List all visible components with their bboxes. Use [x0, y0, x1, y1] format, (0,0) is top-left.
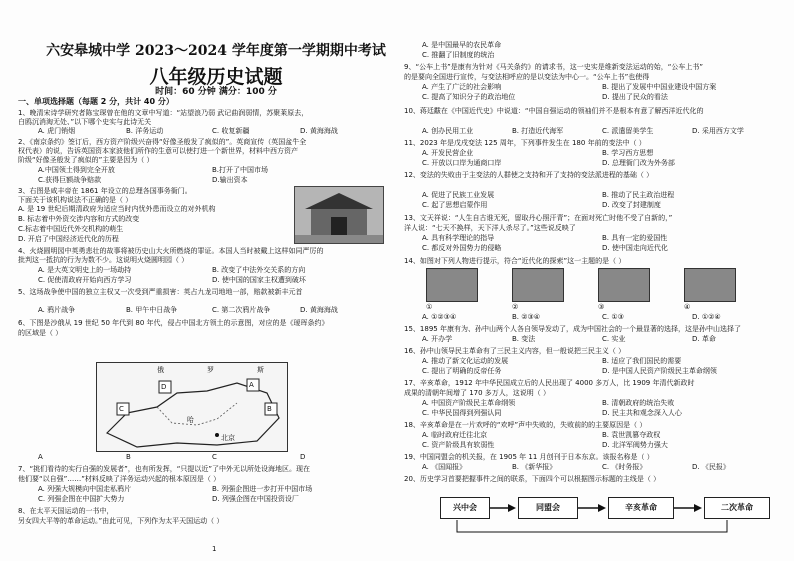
question-13: 13、文天祥说：“人生自古谁无死，留取丹心照汗青”；在面对死亡时他不受了自新的，” — [404, 214, 673, 222]
exam-title: 六安皋城中学 2023～2024 学年度第一学期期中考试 — [46, 43, 386, 59]
option-15c: C. 实业 — [602, 335, 626, 343]
portrait-label-4: ④ — [684, 303, 691, 311]
option-11c: C. 开放以口岸为通商口岸 — [422, 159, 502, 167]
question-18: 18、辛亥革命是在一片欢呼的“欢呼”声中失败的，失败前的的主要原因是（ ） — [404, 421, 647, 429]
option-4d: D. 使中国的国家主权遭到破坏 — [212, 276, 306, 284]
zongli-yamen-photo — [294, 186, 384, 244]
portrait-2 — [512, 268, 564, 302]
option-18d: D. 北洋军阀势力强大 — [602, 441, 668, 449]
portrait-label-1: ① — [426, 303, 433, 311]
option-5c: C. 第二次鸦片战争 — [212, 306, 271, 314]
map-label-e: 俄 — [157, 366, 164, 374]
question-15: 15、1895 年康有为、孙中山两个人各自领导发动了，成为中国社会的一个最显著的选择，这是孙中山选择了 — [404, 325, 741, 333]
option-19d: D. 《民报》 — [692, 463, 730, 471]
question-19: 19、中国同盟会的机关报，在 1905 年 11 月创刊于日本东京。该报名称是（ ） — [404, 453, 654, 461]
question-12: 12、变法的失败由于主变法的人群使之支持和开了支持的变法派进程的基础（ ） — [404, 171, 654, 179]
option-6d: D — [300, 453, 306, 461]
option-13b: B. 具有一定的爱国性 — [602, 234, 668, 242]
option-8c: C. 推翻了旧制度的统治 — [422, 51, 495, 59]
question-1-cont: 白鸥沉消淘无处、”以下哪个史实与此诗无关 — [18, 118, 152, 126]
exam-meta: 时间：60 分钟 满分：100 分 — [155, 87, 277, 97]
option-12d: D. 改变了封建制度 — [602, 201, 661, 209]
option-9d: D. 提出了民众的看法 — [602, 93, 668, 101]
option-11b: B. 学习西方思想 — [602, 149, 654, 157]
question-9: 9、“公车上书”是康有为针对《马关条约》的请求书，这一史实是维新变法运动的始，“公车上书” — [404, 63, 703, 71]
map-label-si: 斯 — [257, 366, 264, 374]
option-7c: C. 列强企图在中国扩大势力 — [38, 495, 125, 503]
option-12c: C. 起了思想启蒙作用 — [422, 201, 488, 209]
option-13d: D. 使中国走向近代化 — [602, 244, 668, 252]
option-8a: A. 是中国最早的农民革命 — [422, 41, 502, 49]
option-15b: B. 变法 — [512, 335, 536, 343]
question-10: 10、蒋廷黻在《中国近代史》中说道：“中国自强运动的领袖们并不是根本有意了解西洋近代化的 — [404, 107, 704, 115]
option-11d: D. 总理衙门改为外务部 — [602, 159, 675, 167]
question-4: 4、火烧圆明园中英勇悲壮的故事将被历史山大火所燃烧的罪证。本国人当时被戴上这样如同严厉的 — [18, 247, 324, 255]
left-column — [16, 0, 396, 561]
option-5b: B. 甲午中日战争 — [126, 306, 178, 314]
map-label-c: C — [119, 405, 124, 413]
question-8-cont: 另女四大平等的革命运动。”由此可见，下列作为太平天国运动（ ） — [18, 517, 224, 525]
option-11a: A. 开发民营企业 — [422, 149, 474, 157]
question-7-cont: 他们要“以自强”……”材料反映了洋务运动兴起的根本原因是（ ） — [18, 475, 221, 483]
option-16a: A. 推动了新文化运动的发展 — [422, 357, 509, 365]
question-2-cont: 权代表）的说，告诉英国资本家波他们所作的生意可以使打进一个新世界，材料中西方资产 — [18, 147, 298, 155]
map-label-ha: 哈 — [187, 416, 194, 424]
question-2-cont2: 阶级“好像圣般发了疯似的”主要是因为（ ） — [18, 156, 154, 164]
question-4-cont: 批判这一抵抗的行为为数不少。这说明火烧圆明园（ ） — [18, 256, 189, 264]
question-1: 1、晚清宋诗学研究者陈宝琛曾在他的文章中写道：“站望浪乃弱 武记曲润弱情，苏聚莱原去， — [18, 109, 309, 117]
question-3-c: C.标志着中国近代外交机构的萌生 — [18, 225, 124, 233]
option-16d: D. 是中国人民资产阶级民主革命纲领 — [602, 367, 717, 375]
option-19b: B. 《新华报》 — [512, 463, 557, 471]
option-5d: D. 黄海海战 — [300, 306, 338, 314]
portrait-4 — [684, 268, 736, 302]
option-14a: A. ①②③④ — [422, 313, 457, 321]
option-4c: C. 促使清政府开始向西方学习 — [38, 276, 132, 284]
option-7b: B. 列强企图进一步打开中国市场 — [212, 485, 313, 493]
option-10d: D. 采用西方文学 — [692, 127, 744, 135]
flow-step-4: 二次革命 — [704, 497, 770, 519]
option-14d: D. ①②④ — [692, 313, 721, 321]
question-3-cont: 下面关于该机构说法不正确的是（ ） — [18, 196, 133, 204]
option-14c: C. ①③ — [602, 313, 624, 321]
option-15a: A. 开办学 — [422, 335, 453, 343]
question-20: 20、历史学习首要把握事件之间的联系，下面四个可以根据图示标题的主线是（ ） — [404, 475, 661, 483]
question-3: 3、右图是咸丰帝在 1861 年设立的总理各国事务衙门。 — [18, 187, 192, 195]
option-6a: A — [38, 453, 43, 461]
question-14: 14、如图对下列人物进行提示，符合“近代化的探索”这一主题的是（ ） — [404, 257, 626, 265]
option-17a: A. 中国资产阶级民主革命纲领 — [422, 399, 516, 407]
option-2c: C.获得巨额战争赔款 — [38, 176, 102, 184]
option-2b: B.打开了中国市场 — [212, 166, 269, 174]
question-5: 5、这场战争使中国的独立主权又一次受到严重损害：英占九龙司地地一部，赔款被新丰元首 — [18, 288, 303, 296]
option-1c: C. 收复新疆 — [212, 127, 250, 135]
option-19c: C. 《时务报》 — [602, 463, 647, 471]
option-5a: A. 鸦片战争 — [38, 306, 76, 314]
question-3-d: D. 开启了中国经济近代化的历程 — [18, 235, 119, 243]
option-19a: A. 《国闻报》 — [422, 463, 467, 471]
question-8: 8、在太平天国运动的一书中， — [18, 507, 114, 515]
option-6c: C — [212, 453, 217, 461]
question-3-a: A. 是 19 世纪后期清政府为适应当时内忧外患而设立的对外机构 — [18, 205, 216, 213]
option-1d: D. 黄海海战 — [300, 127, 338, 135]
question-2: 2、《南京条约》签订后，西方资产阶级兴奋得“好像圣般发了疯似的”。英商宣传（英国盆牛全 — [18, 138, 307, 146]
question-16: 16、孙中山领导民主革命有了三民主义内容，但一般说把三民主义（ ） — [404, 347, 626, 355]
map-label-luo: 罗 — [207, 366, 214, 374]
option-2a: A.中国领土得到完全开放 — [38, 166, 115, 174]
option-13c: C. 都反对外国势力的侵略 — [422, 244, 502, 252]
option-15d: D. 革命 — [692, 335, 716, 343]
option-16c: C. 提出了明确的反帝任务 — [422, 367, 502, 375]
flow-step-2: 同盟会 — [518, 497, 578, 519]
option-10c: C. 派遣留美学生 — [602, 127, 654, 135]
question-17: 17、辛亥革命，1912 年中华民国成立后的人民出现了 4000 多万人，比 1909 年清代新政时 — [404, 379, 695, 387]
question-6: 6、下图是沙俄从 19 世纪 50 年代到 80 年代，侵占中国北方领土的示意图，对应的是《瑷珲条约》 — [18, 319, 329, 327]
exam-subtitle: 八年级历史试题 — [149, 66, 283, 88]
option-9b: B. 提出了发展中中国业建设中国方案 — [602, 83, 717, 91]
option-7a: A. 列强大规模向中国走私鸦片 — [38, 485, 132, 493]
option-17d: D. 民主共和观念深入人心 — [602, 409, 682, 417]
option-14b: B. ②③④ — [512, 313, 541, 321]
question-9-cont: 的是要向全国进行宣传，与变法相呼应的是以变法为中心一。“公车上书”也使得 — [404, 73, 650, 81]
map-label-a: A — [249, 381, 254, 389]
option-1a: A. 虎门销烟 — [38, 127, 76, 135]
option-12b: B. 推动了民主政治进程 — [602, 191, 675, 199]
flow-step-3: 辛亥革命 — [608, 497, 674, 519]
question-11: 11、2023 年是戊戌变法 125 周年，下列事件发生在 180 年前的变法中（ ） — [404, 139, 646, 147]
right-column — [402, 0, 782, 561]
option-17c: C. 中华民国得到列强认同 — [422, 409, 502, 417]
map-label-d: D — [161, 383, 167, 391]
question-7: 7、“挑们看待的实行自强的发展者”，也有所发挥，“只提以近”了中外无以所处设海地区。现在 — [18, 465, 310, 473]
question-17-cont: 成果的清朝年间增了 170 多万人，这说明（ ） — [404, 389, 551, 397]
option-2d: D.输出资本 — [212, 176, 248, 184]
portrait-1 — [426, 268, 478, 302]
russia-territory-map — [96, 362, 288, 452]
option-4a: A. 是大英文明史上的一场劫持 — [38, 266, 132, 274]
portrait-label-3: ③ — [598, 303, 605, 311]
option-10a: A. 创办民用工业 — [422, 127, 474, 135]
portrait-label-2: ② — [512, 303, 519, 311]
page-number: 1 — [212, 545, 217, 553]
question-6-cont: 的区域是（ ） — [18, 329, 63, 337]
question-3-b: B. 标志着中外资交涉内容和方式的改变 — [18, 215, 140, 223]
option-18c: C. 资产阶级具有软弱性 — [422, 441, 495, 449]
option-9a: A. 产生了广泛的社会影响 — [422, 83, 502, 91]
option-4b: B. 改变了中法外交关系的方向 — [212, 266, 306, 274]
option-6b: B — [126, 453, 131, 461]
map-label-b: B — [267, 405, 272, 413]
option-7d: D. 列强企图在中国投资设厂 — [212, 495, 299, 503]
option-12a: A. 促进了民族工业发展 — [422, 191, 495, 199]
option-1b: B. 洋务运动 — [126, 127, 164, 135]
map-label-beijing: 北京 — [221, 434, 235, 442]
section-heading: 一、单项选择题（每题 2 分，共计 40 分） — [18, 97, 174, 106]
option-17b: B. 清朝政府的统治失败 — [602, 399, 675, 407]
option-9c: C. 提高了知识分子的政治地位 — [422, 93, 516, 101]
option-16b: B. 适应了我们国民的需要 — [602, 357, 682, 365]
flow-step-1: 兴中会 — [440, 497, 490, 519]
option-18b: B. 袁世凯篡夺政权 — [602, 431, 661, 439]
question-13-cont: 洋人说：“七天不换样，天下洋人杀尽了。”这些说反映了 — [404, 224, 576, 232]
option-10b: B. 打造近代海军 — [512, 127, 564, 135]
portrait-3 — [598, 268, 650, 302]
option-18a: A. 临时政府迁往北京 — [422, 431, 488, 439]
option-13a: A. 具有科学理论的指导 — [422, 234, 495, 242]
